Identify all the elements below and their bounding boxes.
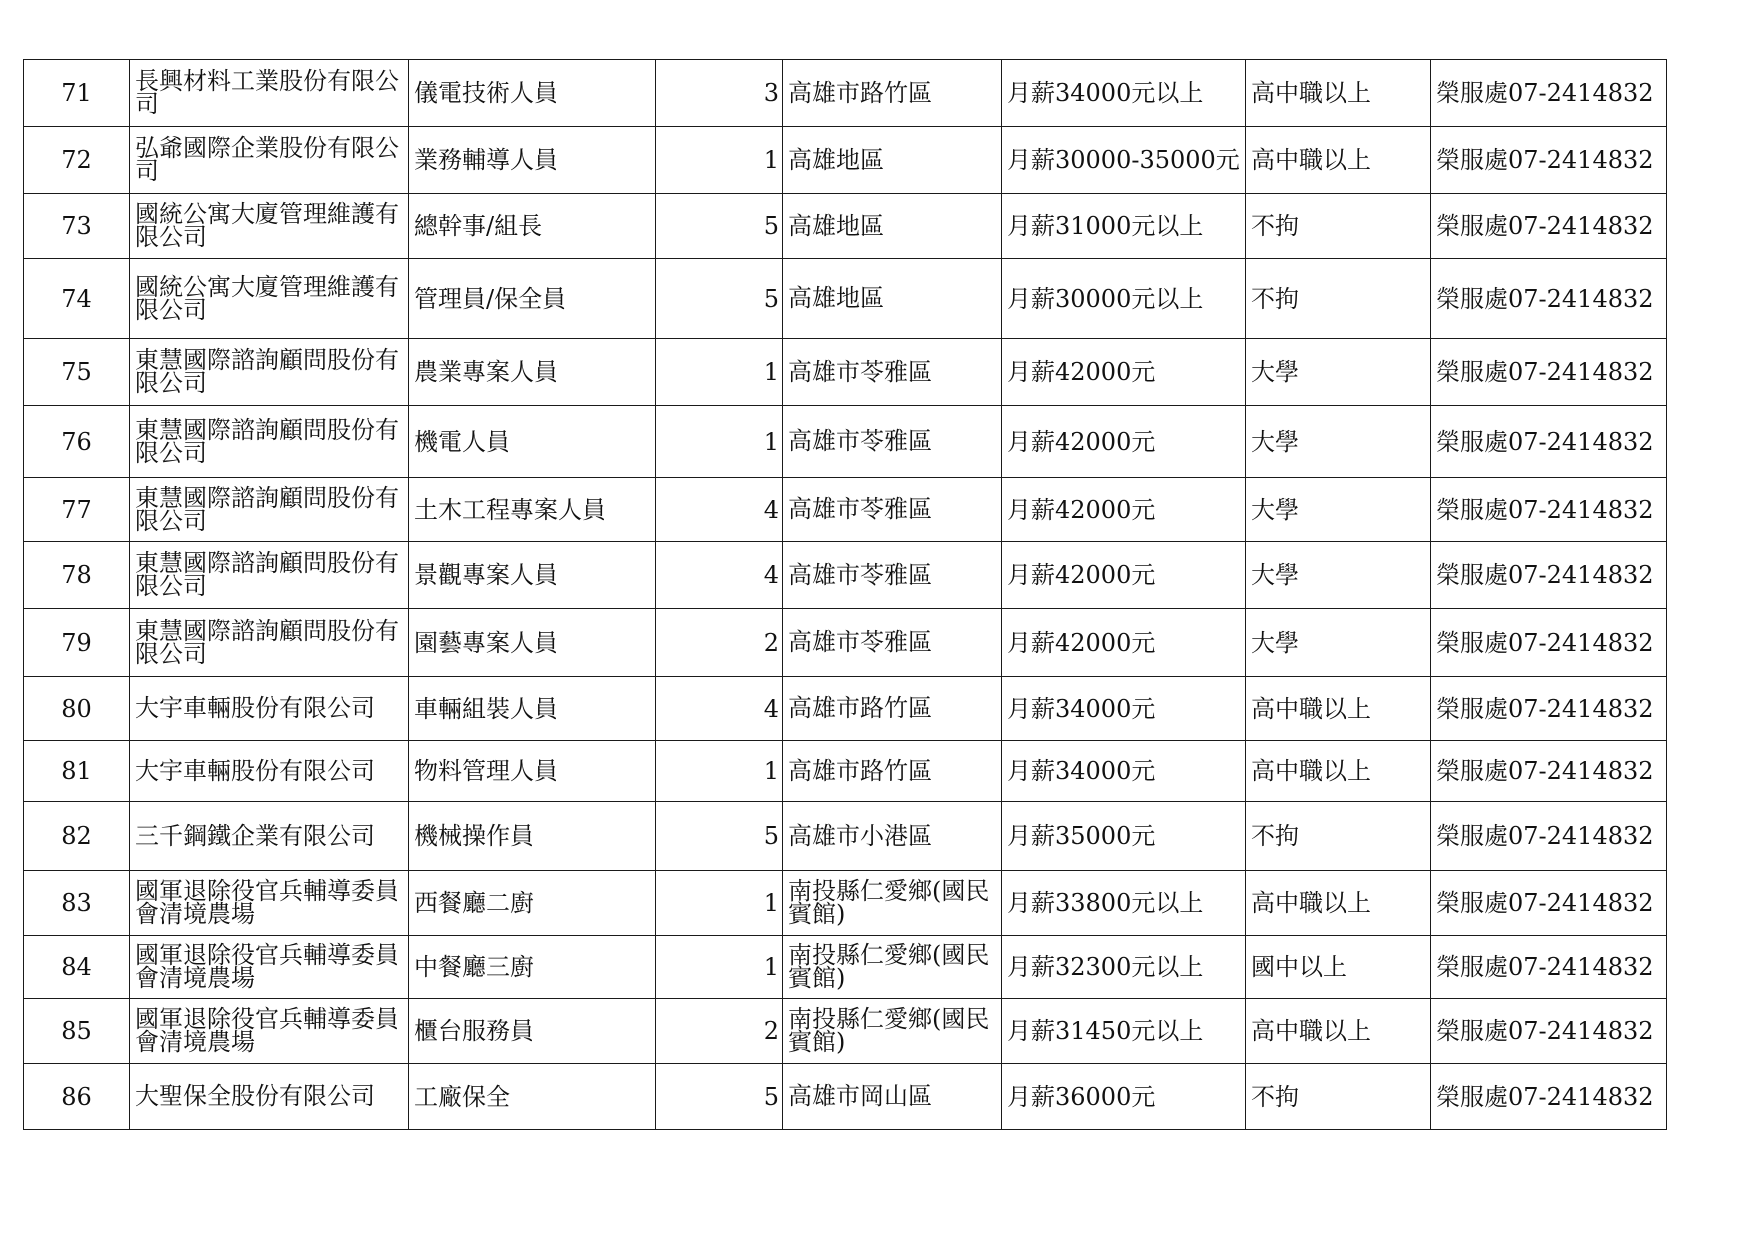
table-row (24, 999, 1667, 1064)
education-requirement-cell: 大學 (1246, 609, 1431, 677)
contact-cell: 榮服處07-2414832 (1431, 406, 1667, 478)
table-row (24, 741, 1667, 802)
education-requirement-cell: 大學 (1246, 478, 1431, 542)
company-name-cell: 東慧國際諮詢顧問股份有限公司 (130, 478, 409, 542)
table-row (24, 339, 1667, 406)
education-requirement-cell: 不拘 (1246, 194, 1431, 259)
job-title-cell: 中餐廳三廚 (409, 936, 656, 999)
job-title-cell: 物料管理人員 (409, 741, 656, 802)
openings-count-cell: 4 (656, 542, 783, 609)
company-name-cell: 國軍退除役官兵輔導委員會清境農場 (130, 871, 409, 936)
table-row (24, 1064, 1667, 1130)
education-requirement-cell: 高中職以上 (1246, 741, 1431, 802)
work-location-cell: 高雄市岡山區 (783, 1064, 1002, 1130)
contact-cell: 榮服處07-2414832 (1431, 127, 1667, 194)
job-listings-table (23, 59, 1667, 1130)
job-number-cell: 76 (24, 406, 130, 478)
education-requirement-cell: 大學 (1246, 406, 1431, 478)
company-name-cell: 東慧國際諮詢顧問股份有限公司 (130, 406, 409, 478)
job-title-cell: 土木工程專案人員 (409, 478, 656, 542)
company-name-cell: 大聖保全股份有限公司 (130, 1064, 409, 1130)
table-row (24, 609, 1667, 677)
openings-count-cell: 1 (656, 871, 783, 936)
job-title-cell: 車輛組裝人員 (409, 677, 656, 741)
work-location-cell: 南投縣仁愛鄉(國民賓館) (783, 936, 1002, 999)
salary-cell: 月薪42000元 (1002, 609, 1246, 677)
work-location-cell: 高雄市路竹區 (783, 60, 1002, 127)
work-location-cell: 高雄市苓雅區 (783, 406, 1002, 478)
company-name-cell: 大宇車輛股份有限公司 (130, 677, 409, 741)
contact-cell: 榮服處07-2414832 (1431, 871, 1667, 936)
job-number-cell: 75 (24, 339, 130, 406)
contact-cell: 榮服處07-2414832 (1431, 999, 1667, 1064)
openings-count-cell: 1 (656, 741, 783, 802)
table-row (24, 871, 1667, 936)
job-title-cell: 園藝專案人員 (409, 609, 656, 677)
education-requirement-cell: 高中職以上 (1246, 999, 1431, 1064)
contact-cell: 榮服處07-2414832 (1431, 741, 1667, 802)
work-location-cell: 南投縣仁愛鄉(國民賓館) (783, 871, 1002, 936)
job-title-cell: 總幹事/組長 (409, 194, 656, 259)
openings-count-cell: 5 (656, 802, 783, 871)
contact-cell: 榮服處07-2414832 (1431, 259, 1667, 339)
work-location-cell: 高雄市苓雅區 (783, 478, 1002, 542)
contact-cell: 榮服處07-2414832 (1431, 478, 1667, 542)
openings-count-cell: 5 (656, 194, 783, 259)
company-name-cell: 大宇車輛股份有限公司 (130, 741, 409, 802)
job-title-cell: 機械操作員 (409, 802, 656, 871)
work-location-cell: 高雄市小港區 (783, 802, 1002, 871)
job-number-cell: 83 (24, 871, 130, 936)
job-title-cell: 西餐廳二廚 (409, 871, 656, 936)
openings-count-cell: 3 (656, 60, 783, 127)
salary-cell: 月薪35000元 (1002, 802, 1246, 871)
job-number-cell: 84 (24, 936, 130, 999)
company-name-cell: 三千鋼鐵企業有限公司 (130, 802, 409, 871)
openings-count-cell: 1 (656, 339, 783, 406)
table-row (24, 127, 1667, 194)
table-row (24, 478, 1667, 542)
job-number-cell: 78 (24, 542, 130, 609)
openings-count-cell: 2 (656, 999, 783, 1064)
work-location-cell: 高雄市路竹區 (783, 741, 1002, 802)
company-name-cell: 東慧國際諮詢顧問股份有限公司 (130, 339, 409, 406)
contact-cell: 榮服處07-2414832 (1431, 542, 1667, 609)
contact-cell: 榮服處07-2414832 (1431, 194, 1667, 259)
salary-cell: 月薪34000元 (1002, 741, 1246, 802)
openings-count-cell: 4 (656, 478, 783, 542)
work-location-cell: 高雄市路竹區 (783, 677, 1002, 741)
openings-count-cell: 1 (656, 127, 783, 194)
education-requirement-cell: 不拘 (1246, 1064, 1431, 1130)
table-row (24, 194, 1667, 259)
education-requirement-cell: 不拘 (1246, 259, 1431, 339)
company-name-cell: 國軍退除役官兵輔導委員會清境農場 (130, 936, 409, 999)
salary-cell: 月薪33800元以上 (1002, 871, 1246, 936)
table-row (24, 802, 1667, 871)
table-row (24, 677, 1667, 741)
work-location-cell: 高雄地區 (783, 259, 1002, 339)
job-title-cell: 管理員/保全員 (409, 259, 656, 339)
job-title-cell: 儀電技術人員 (409, 60, 656, 127)
job-number-cell: 72 (24, 127, 130, 194)
salary-cell: 月薪34000元 (1002, 677, 1246, 741)
contact-cell: 榮服處07-2414832 (1431, 339, 1667, 406)
table-row (24, 936, 1667, 999)
company-name-cell: 東慧國際諮詢顧問股份有限公司 (130, 542, 409, 609)
contact-cell: 榮服處07-2414832 (1431, 60, 1667, 127)
company-name-cell: 國統公寓大廈管理維護有限公司 (130, 259, 409, 339)
salary-cell: 月薪31450元以上 (1002, 999, 1246, 1064)
salary-cell: 月薪42000元 (1002, 478, 1246, 542)
table-row (24, 406, 1667, 478)
salary-cell: 月薪34000元以上 (1002, 60, 1246, 127)
openings-count-cell: 1 (656, 406, 783, 478)
openings-count-cell: 5 (656, 1064, 783, 1130)
salary-cell: 月薪42000元 (1002, 542, 1246, 609)
contact-cell: 榮服處07-2414832 (1431, 609, 1667, 677)
education-requirement-cell: 大學 (1246, 542, 1431, 609)
job-number-cell: 79 (24, 609, 130, 677)
work-location-cell: 高雄市苓雅區 (783, 542, 1002, 609)
work-location-cell: 高雄地區 (783, 127, 1002, 194)
job-number-cell: 80 (24, 677, 130, 741)
job-number-cell: 74 (24, 259, 130, 339)
job-title-cell: 景觀專案人員 (409, 542, 656, 609)
education-requirement-cell: 國中以上 (1246, 936, 1431, 999)
salary-cell: 月薪31000元以上 (1002, 194, 1246, 259)
job-number-cell: 77 (24, 478, 130, 542)
job-title-cell: 機電人員 (409, 406, 656, 478)
education-requirement-cell: 高中職以上 (1246, 677, 1431, 741)
openings-count-cell: 5 (656, 259, 783, 339)
company-name-cell: 東慧國際諮詢顧問股份有限公司 (130, 609, 409, 677)
job-number-cell: 86 (24, 1064, 130, 1130)
work-location-cell: 高雄地區 (783, 194, 1002, 259)
education-requirement-cell: 高中職以上 (1246, 127, 1431, 194)
work-location-cell: 南投縣仁愛鄉(國民賓館) (783, 999, 1002, 1064)
job-number-cell: 85 (24, 999, 130, 1064)
openings-count-cell: 2 (656, 609, 783, 677)
job-title-cell: 工廠保全 (409, 1064, 656, 1130)
company-name-cell: 國軍退除役官兵輔導委員會清境農場 (130, 999, 409, 1064)
company-name-cell: 國統公寓大廈管理維護有限公司 (130, 194, 409, 259)
education-requirement-cell: 大學 (1246, 339, 1431, 406)
table-row (24, 542, 1667, 609)
job-number-cell: 82 (24, 802, 130, 871)
education-requirement-cell: 高中職以上 (1246, 871, 1431, 936)
contact-cell: 榮服處07-2414832 (1431, 802, 1667, 871)
work-location-cell: 高雄市苓雅區 (783, 609, 1002, 677)
job-listings-body (24, 60, 1667, 1130)
salary-cell: 月薪30000元以上 (1002, 259, 1246, 339)
job-title-cell: 業務輔導人員 (409, 127, 656, 194)
education-requirement-cell: 高中職以上 (1246, 60, 1431, 127)
contact-cell: 榮服處07-2414832 (1431, 677, 1667, 741)
openings-count-cell: 4 (656, 677, 783, 741)
company-name-cell: 長興材料工業股份有限公司 (130, 60, 409, 127)
openings-count-cell: 1 (656, 936, 783, 999)
salary-cell: 月薪32300元以上 (1002, 936, 1246, 999)
job-number-cell: 73 (24, 194, 130, 259)
salary-cell: 月薪42000元 (1002, 339, 1246, 406)
job-number-cell: 71 (24, 60, 130, 127)
table-row (24, 259, 1667, 339)
salary-cell: 月薪42000元 (1002, 406, 1246, 478)
job-title-cell: 農業專案人員 (409, 339, 656, 406)
job-number-cell: 81 (24, 741, 130, 802)
contact-cell: 榮服處07-2414832 (1431, 936, 1667, 999)
table-row (24, 60, 1667, 127)
salary-cell: 月薪36000元 (1002, 1064, 1246, 1130)
work-location-cell: 高雄市苓雅區 (783, 339, 1002, 406)
company-name-cell: 弘爺國際企業股份有限公司 (130, 127, 409, 194)
salary-cell: 月薪30000-35000元 (1002, 127, 1246, 194)
education-requirement-cell: 不拘 (1246, 802, 1431, 871)
contact-cell: 榮服處07-2414832 (1431, 1064, 1667, 1130)
job-title-cell: 櫃台服務員 (409, 999, 656, 1064)
